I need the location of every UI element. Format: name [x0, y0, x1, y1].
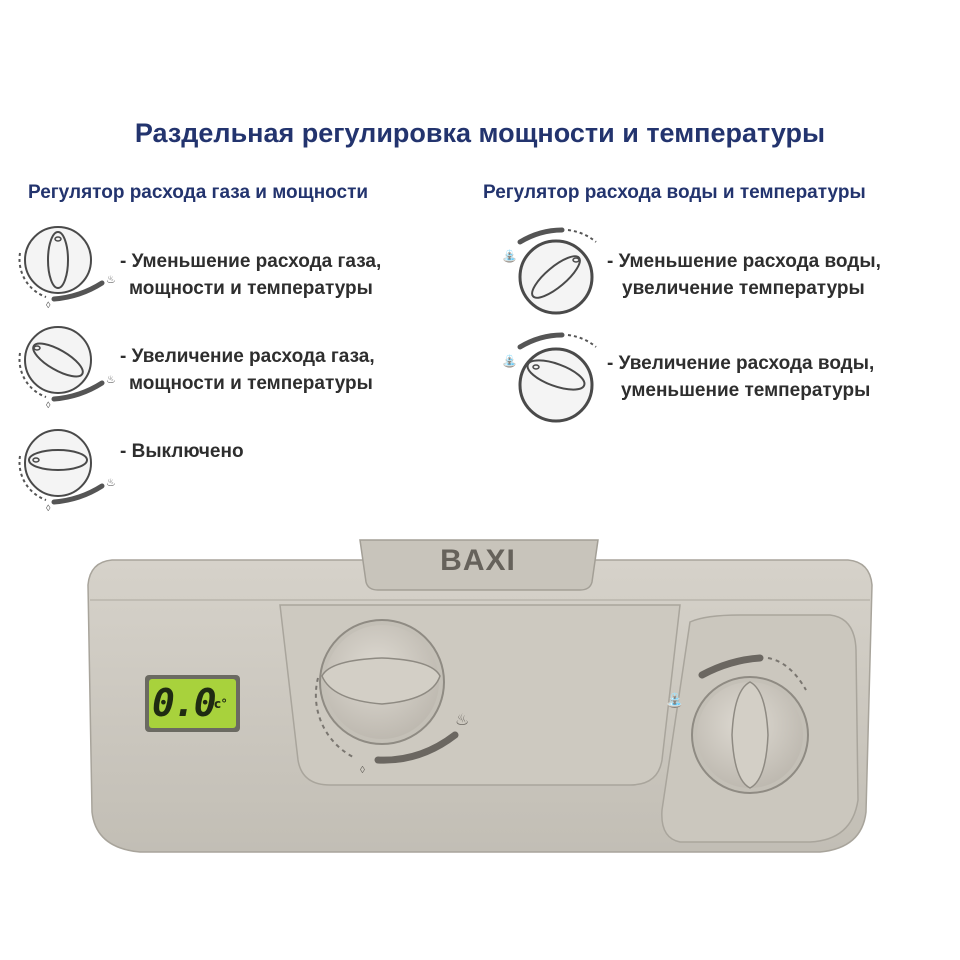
gas-regulator-heading: Регулятор расхода газа и мощности: [28, 182, 369, 203]
water-regulator-heading: Регулятор расхода воды и температуры: [483, 182, 866, 203]
svg-text:◊: ◊: [46, 503, 51, 513]
lcd-temperature-value: 0.0: [152, 681, 215, 725]
svg-text:♨: ♨: [455, 712, 470, 729]
svg-text:◊: ◊: [46, 400, 51, 410]
gas-increase-line1: - Увеличение расхода газа,: [120, 346, 375, 367]
lcd-temperature-unit: c°: [214, 697, 228, 711]
svg-text:♨: ♨: [106, 274, 116, 286]
svg-text:⛲: ⛲: [502, 249, 517, 263]
svg-text:◊: ◊: [360, 765, 365, 776]
gas-decrease-line2: мощности и температуры: [129, 278, 373, 299]
page-title: Раздельная регулировка мощности и температуры: [134, 118, 826, 148]
svg-text:⛲: ⛲: [666, 692, 684, 708]
gas-decrease-line1: - Уменьшение расхода газа,: [120, 251, 382, 272]
svg-text:⛲: ⛲: [502, 354, 517, 368]
svg-text:♨: ♨: [106, 477, 116, 489]
water-decrease-line1: - Уменьшение расхода воды,: [607, 251, 881, 272]
water-increase-line2: уменьшение температуры: [621, 380, 871, 401]
baxi-logo: BAXI: [440, 544, 516, 577]
gas-increase-line2: мощности и температуры: [129, 373, 373, 394]
gas-off-line1: - Выключено: [120, 441, 244, 462]
water-increase-line1: - Увеличение расхода воды,: [607, 353, 875, 374]
water-decrease-line2: увеличение температуры: [622, 278, 865, 299]
svg-text:◊: ◊: [46, 300, 51, 310]
svg-text:♨: ♨: [106, 374, 116, 386]
